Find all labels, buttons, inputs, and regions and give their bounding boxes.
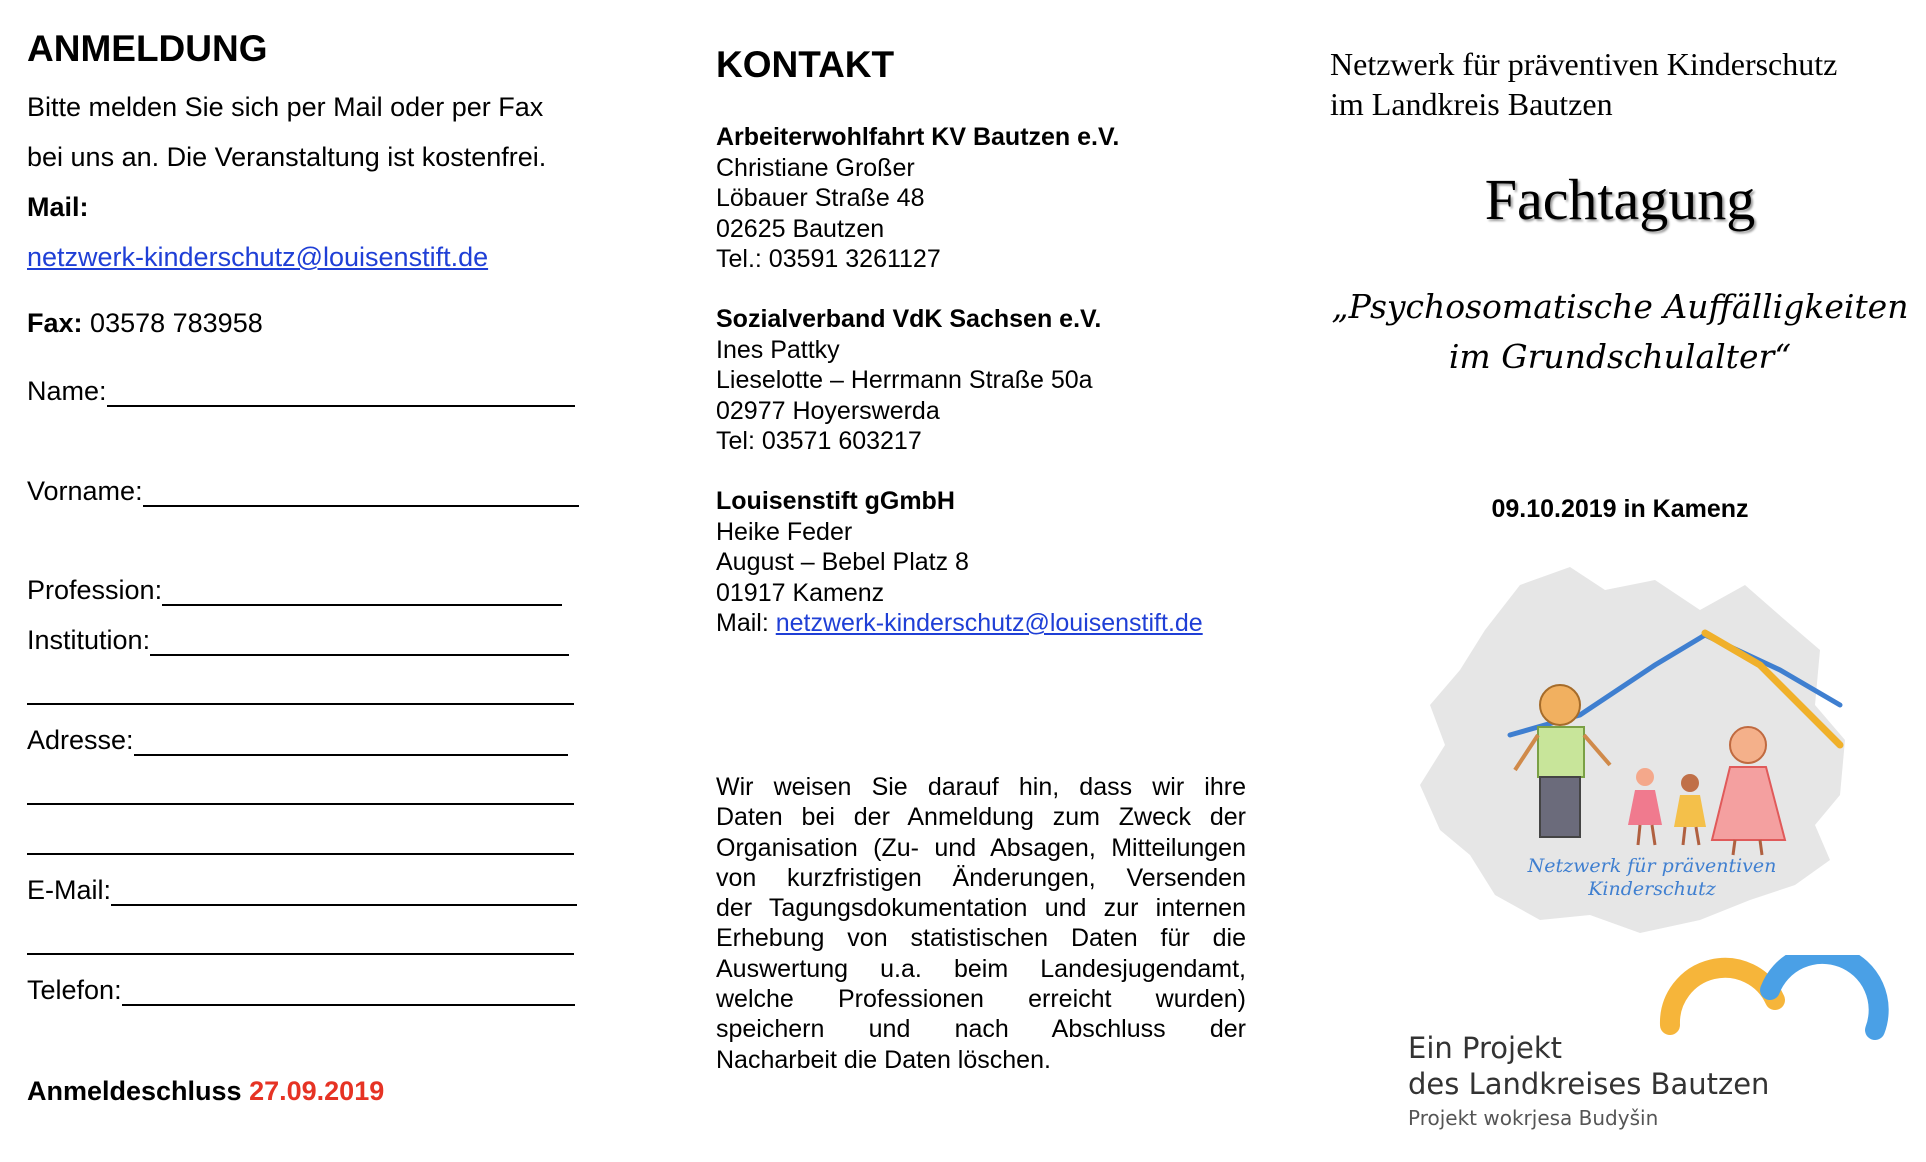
org-person: Ines Pattky bbox=[716, 335, 840, 364]
profession-field-row bbox=[27, 574, 562, 606]
org-street: Löbauer Straße 48 bbox=[716, 184, 925, 212]
orange-arc-icon bbox=[1670, 968, 1775, 1025]
privacy-line: der Tagungsdokumentation und zur internen bbox=[716, 894, 1246, 923]
contact-title: KONTAKT bbox=[716, 44, 895, 85]
org-name: Arbeiterwohlfahrt KV Bautzen e.V. bbox=[716, 123, 1120, 151]
logo-text-line2: Kinderschutz bbox=[1588, 878, 1716, 900]
privacy-line: Wir weisen Sie darauf hin, dass wir ihre bbox=[716, 773, 1246, 801]
vorname-label: Vorname: bbox=[27, 476, 143, 506]
org-awo bbox=[716, 122, 1119, 275]
institution-label: Institution: bbox=[27, 625, 151, 655]
topic-line1: „Psychosomatische Auffälligkeiten bbox=[1331, 287, 1909, 326]
org-city: 02977 Hoyerswerda bbox=[716, 396, 940, 425]
project-logo-text bbox=[1408, 1030, 1769, 1134]
org-phone: Tel.: 03591 3261127 bbox=[716, 245, 941, 273]
project-line1: Ein Projekt bbox=[1408, 1031, 1563, 1065]
privacy-line: Daten bei der Anmeldung zum Zweck der bbox=[716, 803, 1246, 832]
project-line3: Projekt wokrjesa Budyšin bbox=[1408, 1106, 1659, 1130]
profession-label: Profession: bbox=[27, 575, 163, 605]
org-city: 02625 Bautzen bbox=[716, 214, 885, 243]
fax-label: Fax: bbox=[27, 308, 83, 338]
email-field-row bbox=[27, 874, 577, 906]
adresse-label: Adresse: bbox=[27, 725, 134, 755]
privacy-line: Auswertung u.a. beim Landesjugendamt, bbox=[716, 954, 1246, 983]
name-field-row bbox=[27, 375, 575, 407]
mail-label: Mail: bbox=[27, 192, 89, 222]
org-name: Louisenstift gGmbH bbox=[716, 487, 955, 515]
network-heading bbox=[1330, 44, 1837, 124]
privacy-line: Nacharbeit die Daten löschen. bbox=[716, 1045, 1051, 1074]
vorname-field-row bbox=[27, 475, 579, 507]
org-louisenstift bbox=[716, 486, 1203, 639]
network-logo bbox=[1400, 555, 1870, 940]
registration-mail-link[interactable]: netzwerk-kinderschutz@louisenstift.de bbox=[27, 242, 489, 272]
telefon-input-line[interactable] bbox=[122, 974, 575, 1006]
org-name: Sozialverband VdK Sachsen e.V. bbox=[716, 305, 1102, 333]
adresse-extra-line-2[interactable] bbox=[27, 853, 574, 855]
privacy-line: welche Professionen erreicht wurden) bbox=[716, 985, 1246, 1014]
privacy-line: Erhebung von statistischen Daten für die bbox=[716, 924, 1246, 953]
email-label: E-Mail: bbox=[27, 875, 112, 905]
org-street: August – Bebel Platz 8 bbox=[716, 548, 969, 576]
name-input-line[interactable] bbox=[107, 375, 575, 407]
privacy-notice bbox=[716, 772, 1246, 1075]
name-label: Name: bbox=[27, 376, 107, 406]
topic-line2: im Grundschulalter“ bbox=[1448, 337, 1792, 376]
network-line1: Netzwerk für präventiven Kinderschutz bbox=[1330, 46, 1838, 82]
institution-input-line[interactable] bbox=[150, 624, 569, 656]
vorname-input-line[interactable] bbox=[143, 475, 579, 507]
privacy-line: speichern und nach Abschluss der bbox=[716, 1015, 1246, 1044]
registration-intro-line2: bei uns an. Die Veranstaltung ist kostenfrei. bbox=[27, 142, 547, 172]
network-line2: im Landkreis Bautzen bbox=[1330, 86, 1613, 122]
topic-heading bbox=[1320, 282, 1920, 382]
event-title: Fachtagung bbox=[1484, 167, 1756, 232]
telefon-field-row bbox=[27, 974, 575, 1006]
org-city: 01917 Kamenz bbox=[716, 578, 885, 607]
registration-title: ANMELDUNG bbox=[27, 28, 268, 69]
fax-row bbox=[27, 308, 263, 339]
email-input-line[interactable] bbox=[111, 874, 577, 906]
org-street: Lieselotte – Herrmann Straße 50a bbox=[716, 366, 1093, 394]
event-date-location: 09.10.2019 in Kamenz bbox=[1491, 495, 1749, 523]
org-person: Heike Feder bbox=[716, 517, 853, 546]
org-phone: Tel: 03571 603217 bbox=[716, 427, 922, 455]
profession-input-line[interactable] bbox=[162, 574, 562, 606]
org-vdk bbox=[716, 304, 1101, 457]
org-mail-label: Mail: bbox=[716, 609, 769, 637]
adresse-extra-line-1[interactable] bbox=[27, 803, 574, 805]
org-mail-row bbox=[716, 608, 1203, 639]
adresse-field-row bbox=[27, 724, 568, 756]
deadline-date: 27.09.2019 bbox=[249, 1076, 385, 1106]
deadline-label: Anmeldeschluss bbox=[27, 1076, 242, 1106]
telefon-label: Telefon: bbox=[27, 975, 122, 1005]
privacy-line: Organisation (Zu- und Absagen, Mitteilungen bbox=[716, 833, 1246, 862]
logo-text-line1: Netzwerk für präventiven bbox=[1527, 855, 1777, 877]
registration-intro-line1: Bitte melden Sie sich per Mail oder per Fax bbox=[27, 92, 544, 122]
deadline bbox=[27, 1076, 384, 1107]
blue-arc-icon bbox=[1770, 955, 1879, 1030]
org-mail-link[interactable]: netzwerk-kinderschutz@louisenstift.de bbox=[775, 609, 1203, 637]
privacy-line: von kurzfristigen Änderungen, Versenden bbox=[716, 863, 1246, 892]
email-extra-line[interactable] bbox=[27, 953, 574, 955]
adresse-input-line[interactable] bbox=[134, 724, 568, 756]
org-person: Christiane Großer bbox=[716, 153, 915, 182]
institution-extra-line[interactable] bbox=[27, 703, 574, 705]
fax-value: 03578 783958 bbox=[90, 308, 263, 338]
institution-field-row bbox=[27, 624, 569, 656]
project-line2: des Landkreises Bautzen bbox=[1408, 1067, 1770, 1101]
